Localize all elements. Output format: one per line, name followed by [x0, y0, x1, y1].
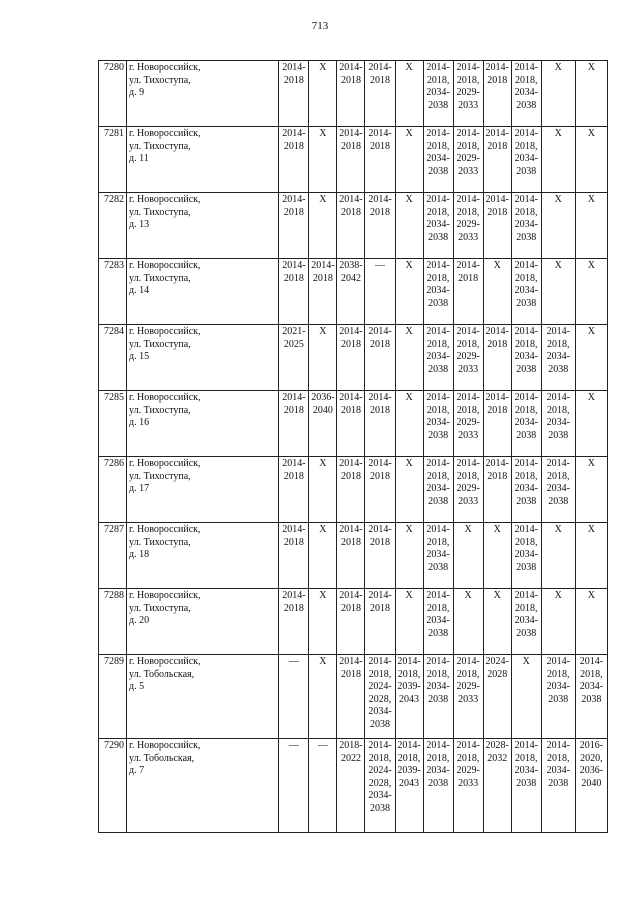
- period-cell: 2014- 2018: [483, 457, 511, 523]
- period-cell: 2014- 2018, 2034- 2038: [541, 325, 575, 391]
- period-cell: 2014- 2018: [337, 193, 365, 259]
- period-cell: 2014- 2018: [483, 325, 511, 391]
- period-cell: 2014- 2018, 2039- 2043: [395, 739, 423, 833]
- period-cell: X: [395, 523, 423, 589]
- period-cell: 2014- 2018: [483, 127, 511, 193]
- period-cell: 2014- 2018, 2034- 2038: [423, 739, 453, 833]
- table-row: [99, 457, 608, 523]
- period-cell: 2014- 2018: [483, 193, 511, 259]
- period-cell: X: [541, 523, 575, 589]
- period-cell: 2014- 2018, 2034- 2038: [541, 739, 575, 833]
- address-cell: г. Новороссийск, ул. Тобольская, д. 7: [127, 739, 279, 833]
- period-cell: 2014- 2018: [337, 589, 365, 655]
- period-cell: X: [511, 655, 541, 739]
- period-cell: 2014- 2018, 2034- 2038: [511, 589, 541, 655]
- period-cell: 2014- 2018: [279, 193, 309, 259]
- period-cell: 2014- 2018, 2034- 2038: [423, 61, 453, 127]
- address-cell: г. Новороссийск, ул. Тихоступа, д. 13: [127, 193, 279, 259]
- period-cell: 2014- 2018: [365, 457, 395, 523]
- row-number: 7288: [99, 589, 127, 655]
- table-row: [99, 259, 608, 325]
- period-cell: X: [575, 325, 607, 391]
- period-cell: X: [541, 589, 575, 655]
- repair-schedule-table: [98, 60, 608, 833]
- period-cell: 2014- 2018: [279, 457, 309, 523]
- period-cell: X: [575, 127, 607, 193]
- period-cell: X: [395, 325, 423, 391]
- period-cell: X: [483, 523, 511, 589]
- row-number: 7281: [99, 127, 127, 193]
- period-cell: 2014- 2018: [279, 127, 309, 193]
- period-cell: 2038- 2042: [337, 259, 365, 325]
- period-cell: 2014- 2018: [279, 61, 309, 127]
- period-cell: X: [483, 589, 511, 655]
- period-cell: 2024- 2028: [483, 655, 511, 739]
- period-cell: 2036- 2040: [309, 391, 337, 457]
- table-row: [99, 127, 608, 193]
- address-cell: г. Новороссийск, ул. Тобольская, д. 5: [127, 655, 279, 739]
- period-cell: X: [309, 523, 337, 589]
- table-row: [99, 391, 608, 457]
- period-cell: 2014- 2018, 2024- 2028, 2034- 2038: [365, 739, 395, 833]
- period-cell: 2028- 2032: [483, 739, 511, 833]
- period-cell: X: [309, 325, 337, 391]
- period-cell: 2014- 2018: [337, 127, 365, 193]
- period-cell: X: [453, 589, 483, 655]
- period-cell: —: [279, 655, 309, 739]
- table-row: [99, 61, 608, 127]
- period-cell: 2014- 2018: [483, 391, 511, 457]
- period-cell: X: [575, 61, 607, 127]
- period-cell: 2014- 2018: [365, 193, 395, 259]
- period-cell: 2014- 2018, 2034- 2038: [541, 655, 575, 739]
- period-cell: X: [395, 193, 423, 259]
- period-cell: X: [575, 523, 607, 589]
- period-cell: 2014- 2018, 2034- 2038: [423, 457, 453, 523]
- period-cell: 2014- 2018, 2034- 2038: [423, 523, 453, 589]
- period-cell: 2018- 2022: [337, 739, 365, 833]
- period-cell: 2014- 2018, 2034- 2038: [423, 391, 453, 457]
- period-cell: 2014- 2018, 2029- 2033: [453, 739, 483, 833]
- period-cell: 2014- 2018: [279, 523, 309, 589]
- period-cell: X: [453, 523, 483, 589]
- period-cell: 2014- 2018, 2029- 2033: [453, 127, 483, 193]
- period-cell: —: [309, 739, 337, 833]
- period-cell: 2014- 2018, 2034- 2038: [541, 457, 575, 523]
- period-cell: 2014- 2018: [337, 457, 365, 523]
- row-number: 7283: [99, 259, 127, 325]
- period-cell: 2014- 2018, 2034- 2038: [511, 391, 541, 457]
- address-cell: г. Новороссийск, ул. Тихоступа, д. 18: [127, 523, 279, 589]
- period-cell: 2014- 2018, 2034- 2038: [511, 457, 541, 523]
- period-cell: 2014- 2018: [337, 61, 365, 127]
- period-cell: 2014- 2018, 2034- 2038: [423, 193, 453, 259]
- address-cell: г. Новороссийск, ул. Тихоступа, д. 14: [127, 259, 279, 325]
- period-cell: 2014- 2018: [365, 61, 395, 127]
- page-number: 713: [311, 20, 329, 32]
- period-cell: 2014- 2018, 2034- 2038: [511, 127, 541, 193]
- period-cell: 2014- 2018, 2029- 2033: [453, 61, 483, 127]
- period-cell: X: [309, 589, 337, 655]
- period-cell: X: [309, 127, 337, 193]
- period-cell: X: [309, 457, 337, 523]
- period-cell: X: [541, 193, 575, 259]
- period-cell: X: [309, 655, 337, 739]
- period-cell: 2014- 2018: [337, 523, 365, 589]
- period-cell: 2014- 2018, 2034- 2038: [423, 127, 453, 193]
- row-number: 7284: [99, 325, 127, 391]
- period-cell: 2014- 2018, 2034- 2038: [423, 325, 453, 391]
- period-cell: 2014- 2018: [365, 523, 395, 589]
- period-cell: X: [541, 61, 575, 127]
- address-cell: г. Новороссийск, ул. Тихоступа, д. 17: [127, 457, 279, 523]
- table-row: [99, 193, 608, 259]
- period-cell: 2014- 2018, 2034- 2038: [511, 523, 541, 589]
- period-cell: 2014- 2018: [483, 61, 511, 127]
- period-cell: 2021- 2025: [279, 325, 309, 391]
- period-cell: X: [395, 61, 423, 127]
- period-cell: 2014- 2018, 2034- 2038: [511, 739, 541, 833]
- period-cell: 2014- 2018, 2024- 2028, 2034- 2038: [365, 655, 395, 739]
- period-cell: 2014- 2018: [365, 127, 395, 193]
- row-number: 7282: [99, 193, 127, 259]
- period-cell: 2014- 2018: [279, 259, 309, 325]
- address-cell: г. Новороссийск, ул. Тихоступа, д. 15: [127, 325, 279, 391]
- table-row: [99, 739, 608, 833]
- period-cell: X: [395, 259, 423, 325]
- row-number: 7285: [99, 391, 127, 457]
- table-row: [99, 523, 608, 589]
- period-cell: X: [575, 193, 607, 259]
- period-cell: 2014- 2018: [453, 259, 483, 325]
- table-row: [99, 325, 608, 391]
- period-cell: 2014- 2018, 2029- 2033: [453, 457, 483, 523]
- period-cell: X: [575, 589, 607, 655]
- period-cell: 2014- 2018: [337, 391, 365, 457]
- period-cell: X: [395, 457, 423, 523]
- period-cell: X: [483, 259, 511, 325]
- period-cell: 2014- 2018: [279, 589, 309, 655]
- address-cell: г. Новороссийск, ул. Тихоступа, д. 9: [127, 61, 279, 127]
- period-cell: 2016- 2020, 2036- 2040: [575, 739, 607, 833]
- period-cell: 2014- 2018: [365, 391, 395, 457]
- period-cell: —: [279, 739, 309, 833]
- period-cell: 2014- 2018, 2034- 2038: [423, 259, 453, 325]
- period-cell: 2014- 2018: [365, 589, 395, 655]
- row-number: 7290: [99, 739, 127, 833]
- period-cell: X: [309, 193, 337, 259]
- period-cell: 2014- 2018, 2034- 2038: [511, 193, 541, 259]
- period-cell: X: [395, 127, 423, 193]
- period-cell: 2014- 2018, 2029- 2033: [453, 193, 483, 259]
- period-cell: X: [575, 457, 607, 523]
- period-cell: 2014- 2018, 2034- 2038: [511, 325, 541, 391]
- period-cell: 2014- 2018, 2034- 2038: [511, 61, 541, 127]
- table-row: [99, 655, 608, 739]
- period-cell: 2014- 2018: [337, 325, 365, 391]
- period-cell: 2014- 2018: [309, 259, 337, 325]
- period-cell: X: [541, 127, 575, 193]
- period-cell: 2014- 2018, 2029- 2033: [453, 655, 483, 739]
- table-body: [99, 61, 608, 833]
- table-row: [99, 589, 608, 655]
- period-cell: —: [365, 259, 395, 325]
- period-cell: X: [575, 259, 607, 325]
- period-cell: 2014- 2018, 2029- 2033: [453, 325, 483, 391]
- address-cell: г. Новороссийск, ул. Тихоступа, д. 11: [127, 127, 279, 193]
- address-cell: г. Новороссийск, ул. Тихоступа, д. 20: [127, 589, 279, 655]
- row-number: 7280: [99, 61, 127, 127]
- period-cell: 2014- 2018: [279, 391, 309, 457]
- period-cell: 2014- 2018, 2029- 2033: [453, 391, 483, 457]
- period-cell: 2014- 2018, 2034- 2038: [511, 259, 541, 325]
- row-number: 7286: [99, 457, 127, 523]
- row-number: 7287: [99, 523, 127, 589]
- period-cell: 2014- 2018: [365, 325, 395, 391]
- period-cell: 2014- 2018, 2034- 2038: [541, 391, 575, 457]
- period-cell: 2014- 2018: [337, 655, 365, 739]
- address-cell: г. Новороссийск, ул. Тихоступа, д. 16: [127, 391, 279, 457]
- period-cell: 2014- 2018, 2034- 2038: [575, 655, 607, 739]
- period-cell: 2014- 2018, 2034- 2038: [423, 655, 453, 739]
- period-cell: X: [395, 391, 423, 457]
- period-cell: X: [541, 259, 575, 325]
- row-number: 7289: [99, 655, 127, 739]
- period-cell: 2014- 2018, 2034- 2038: [423, 589, 453, 655]
- period-cell: X: [395, 589, 423, 655]
- period-cell: 2014- 2018, 2039- 2043: [395, 655, 423, 739]
- period-cell: X: [309, 61, 337, 127]
- period-cell: X: [575, 391, 607, 457]
